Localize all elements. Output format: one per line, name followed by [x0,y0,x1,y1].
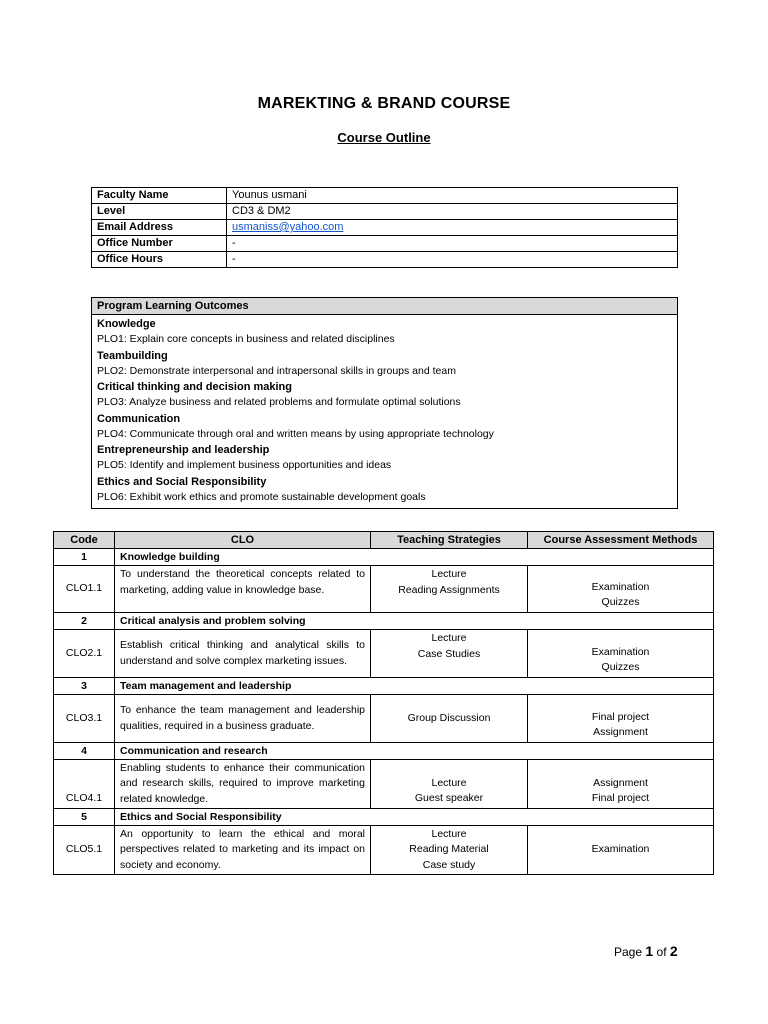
of-label: of [656,945,667,959]
clo-description: To understand the theoretical concepts related to marketing, adding value in knowledge base. [115,566,371,613]
plo-category: Critical thinking and decision making [97,381,292,394]
faculty-value [227,220,678,236]
program-learning-outcomes [91,297,678,509]
clo-description: An opportunity to learn the ethical and moral perspectives related to marketing and its impact on society and economy. [115,826,371,875]
plo-category: Ethics and Social Responsibility [97,475,267,488]
faculty-key: Faculty Name [92,188,227,204]
page-footer [614,943,678,959]
strategy-line: Lecture [431,632,467,644]
assessment-line: Quizzes [601,661,640,674]
document-subtitle: Course Outline [337,130,431,145]
assessment-line: Quizzes [601,596,640,609]
faculty-key: Office Number [92,236,227,252]
page-label: Page [614,945,643,959]
faculty-info-table [91,187,678,268]
assessment-methods [528,630,714,678]
faculty-row-office-hours [92,252,678,268]
section-title: Critical analysis and problem solving [115,613,714,630]
section-number: 1 [54,549,115,566]
faculty-key: Level [92,204,227,220]
assessment-methods [528,760,714,809]
section-row [54,613,714,630]
teaching-strategies [371,826,528,875]
section-number: 4 [54,743,115,760]
strategy-line: Guest speaker [414,792,484,805]
clo-description: Enabling students to enhance their communication and research skills, required to improve marketing related knowledge. [115,760,371,809]
assessment-line: Assignment [593,726,648,739]
clo-row [54,630,714,678]
faculty-row-email [92,220,678,236]
clo-row [54,566,714,613]
page-total: 2 [669,943,678,959]
col-header-assessment-methods: Course Assessment Methods [528,532,714,549]
assessment-line: Examination [591,645,650,658]
plo-category: Knowledge [97,318,156,330]
clo-description: To enhance the team management and leadership qualities, required in a business graduate. [115,695,371,743]
strategy-line: Reading Material [409,843,489,856]
section-number: 5 [54,809,115,826]
faculty-row-level [92,204,678,220]
col-header-clo: CLO [115,532,371,549]
teaching-strategies [371,630,528,678]
teaching-strategies [371,760,528,809]
col-header-teaching-strategies: Teaching Strategies [371,532,528,549]
strategy-line: Lecture [431,827,467,840]
section-title: Ethics and Social Responsibility [115,809,714,826]
assessment-methods [528,695,714,743]
section-title: Communication and research [115,743,714,760]
clo-code: CLO5.1 [54,826,115,875]
strategy-line: Reading Assignments [398,583,500,596]
assessment-line: Examination [591,843,650,856]
faculty-value: - [227,236,678,252]
plo-body [92,315,677,508]
plo-category: Entrepreneurship and leadership [97,444,270,457]
plo-text: PLO1: Explain core concepts in business and related disciplines [97,333,395,345]
faculty-row-office-number [92,236,678,252]
page-number: 1 [645,943,654,959]
clo-header-row [54,532,714,549]
teaching-strategies [371,695,528,743]
assessment-line: Final project [591,792,650,805]
plo-text: PLO6: Exhibit work ethics and promote sustainable development goals [97,490,426,503]
strategy-line: Group Discussion [407,711,491,724]
document-title: MAREKTING & BRAND COURSE [257,95,511,112]
faculty-value: CD3 & DM2 [227,204,678,220]
clo-code: CLO3.1 [54,695,115,743]
clo-code: CLO1.1 [54,566,115,613]
plo-heading: Program Learning Outcomes [92,298,677,315]
plo-text: PLO3: Analyze business and related problems and formulate optimal solutions [97,396,461,409]
assessment-line: Final project [591,710,650,723]
section-number: 2 [54,613,115,630]
faculty-key: Office Hours [92,252,227,268]
plo-text: PLO4: Communicate through oral and written means by using appropriate technology [97,427,494,440]
strategy-line: Case study [422,858,476,871]
faculty-row-name [92,188,678,204]
section-row [54,549,714,566]
assessment-methods [528,566,714,613]
strategy-line: Lecture [431,568,467,580]
faculty-value: Younus usmani [227,188,678,204]
clo-description: Establish critical thinking and analytical skills to understand and solve complex marketing issues. [115,630,371,678]
section-title: Team management and leadership [115,678,714,695]
section-number: 3 [54,678,115,695]
plo-category: Communication [97,412,181,425]
plo-category: Teambuilding [97,349,168,362]
assessment-methods [528,826,714,875]
section-title: Knowledge building [115,549,714,566]
section-row [54,678,714,695]
faculty-value: - [227,252,678,268]
faculty-key: Email Address [92,220,227,236]
teaching-strategies [371,566,528,613]
assessment-line: Assignment [593,776,648,789]
clo-row [54,760,714,809]
clo-table [53,531,714,875]
strategy-line: Case Studies [417,647,481,660]
email-link[interactable]: usmaniss@yahoo.com [232,221,344,233]
clo-code: CLO4.1 [54,760,115,809]
clo-row [54,695,714,743]
plo-text: PLO5: Identify and implement business opportunities and ideas [97,459,392,472]
strategy-line: Lecture [431,776,467,789]
clo-row [54,826,714,875]
clo-code: CLO2.1 [54,630,115,678]
section-row [54,743,714,760]
assessment-line: Examination [591,580,650,593]
col-header-code: Code [54,532,115,549]
section-row [54,809,714,826]
plo-text: PLO2: Demonstrate interpersonal and intrapersonal skills in groups and team [97,364,456,377]
